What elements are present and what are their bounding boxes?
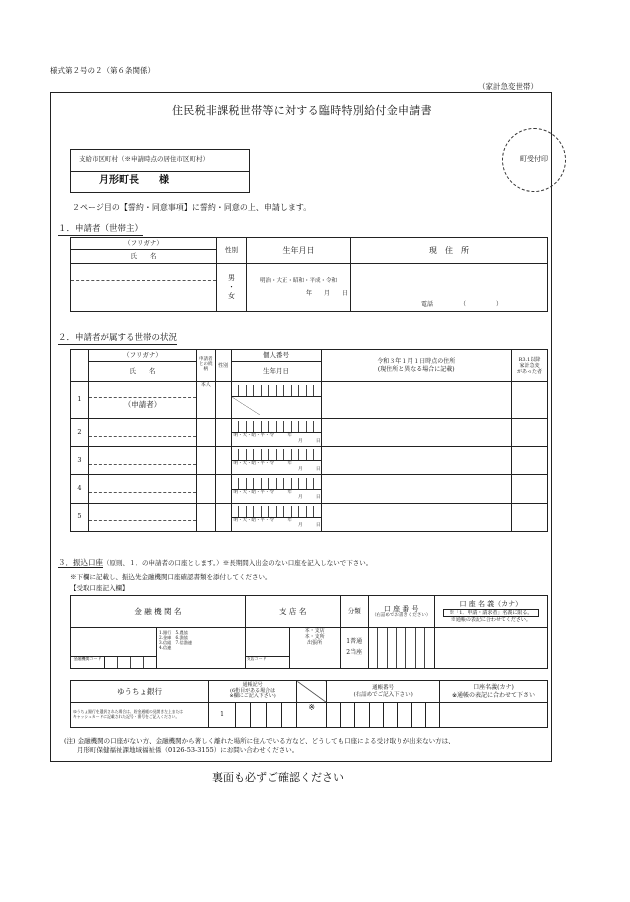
hh-birth-header: 生年月日 [231, 362, 321, 382]
member-address-cell[interactable] [321, 447, 512, 475]
acct-header-text: 口 座 番 号 [383, 604, 419, 613]
yucho-holder-input[interactable] [439, 703, 547, 728]
intro-text: ２ページ目の【誓約・同意事項】に誓約・同意の上、申請します。 [72, 203, 312, 212]
address-header: 現 住 所 [351, 238, 548, 264]
branch-header: 支 店 名 [245, 596, 340, 628]
yucho-number-cell[interactable] [355, 703, 369, 728]
branch-kind-options[interactable]: 本・支店 本・支所 出張所 [289, 628, 340, 669]
hh-furigana-header: （フリガナ） [89, 350, 197, 362]
yucho-table [70, 680, 548, 728]
month-day: 月 日 [298, 495, 321, 501]
row-number: 1 [71, 382, 89, 419]
member-change-cell[interactable] [512, 503, 548, 531]
category-label: （家計急変世帯） [478, 82, 538, 91]
addressee-box [70, 149, 250, 193]
bank-name-header: 金 融 機 関 名 [71, 596, 246, 628]
municipality-note: 支給市区町村（※申請時点の居住市区町村） [71, 150, 249, 172]
yucho-number-cell[interactable] [341, 703, 355, 728]
holder-note-2: ※通帳の表記に合わせてください。 [450, 616, 531, 623]
jan2021-address-header: 令和３年１月１日時点の住所 (現住所と異なる場合に記載) [321, 350, 512, 382]
member-gender-cell[interactable] [215, 418, 231, 446]
yucho-number-cell[interactable] [383, 703, 397, 728]
yucho-symbol-cell[interactable] [236, 703, 251, 728]
member-address-cell[interactable] [321, 503, 512, 531]
account-label: 【受取口座記入欄】 [70, 584, 129, 592]
yucho-number-cell[interactable] [397, 703, 411, 728]
yucho-number-cell[interactable] [327, 703, 341, 728]
date-fields: 年 月 日 [305, 289, 348, 297]
yucho-number-header: 通帳番号 (右詰めでご記入下さい) [327, 681, 440, 703]
member-id-cell[interactable] [231, 447, 321, 475]
member-gender-cell[interactable] [215, 382, 231, 419]
holder-note-1: ※「1．申請・請求者」名義に限る。 [443, 609, 539, 617]
section2-heading: ２．申請者が属する世帯の状況 [58, 333, 177, 345]
member-id-cell[interactable] [231, 475, 321, 503]
name-header: 氏 名 [71, 250, 217, 264]
hh-gender-header: 性別 [215, 350, 231, 382]
yucho-symbol-first: 1 [209, 703, 236, 728]
section3-title: ３．振込口座 [58, 558, 103, 567]
gender-header: 性別 [217, 238, 247, 264]
era-options: 明・大・昭・平・令 年 [233, 489, 292, 495]
holder-header-text: 口 座 名 義（カナ） [459, 600, 523, 609]
member-gender-cell[interactable] [215, 475, 231, 503]
reception-stamp [502, 128, 566, 192]
row-number: 4 [71, 475, 89, 503]
yucho-number-cell[interactable] [425, 703, 439, 728]
row-number: 3 [71, 447, 89, 475]
section3-heading [58, 558, 372, 568]
era-options: 明・大・昭・平・令 年 [233, 433, 292, 439]
acct-header-note: （右詰めでお書きください） [371, 613, 431, 618]
self-relation: 本人 [197, 382, 216, 419]
relation-header: 申請者 との続 柄 [197, 350, 216, 382]
account-type-options[interactable]: 1普通 2当座 [340, 628, 368, 669]
furigana-header: （フリガナ） [71, 238, 217, 250]
yucho-holder-header: 口座名義(カナ) ※通帳の表記に合わせて下さい [439, 681, 547, 703]
yucho-mark[interactable]: ※ [297, 703, 327, 728]
member-name-cell[interactable] [89, 447, 197, 475]
hh-name-header: 氏 名 [89, 362, 197, 382]
branch-code-label: 支店コード [246, 656, 289, 668]
applicant-table [70, 237, 548, 312]
yucho-symbol-cell[interactable] [251, 703, 266, 728]
holder-input[interactable] [434, 628, 547, 669]
yucho-symbol-header: 通帳記号 (6桁目がある場合は ※欄にご記入下さい) [209, 681, 297, 703]
bank-kind-options[interactable]: 1.銀行 5.農協 2.金庫 6.漁協 3.信組 7.信漁連 4.信連 [157, 628, 246, 669]
change-header: R3.1以降 家計急変 があった者 [512, 350, 548, 382]
member-relation-cell[interactable] [197, 503, 216, 531]
stamp-label: 町受付印 [520, 155, 548, 163]
month-day: 月 日 [298, 466, 321, 472]
account-number-input[interactable] [368, 628, 434, 669]
member-id-cell[interactable] [231, 382, 321, 419]
birthdate-cell[interactable] [247, 264, 351, 312]
back-notice: 裏面も必ずご確認ください [212, 771, 344, 784]
member-id-cell[interactable] [231, 418, 321, 446]
phone-field: 電話 （ ） [421, 301, 503, 309]
member-change-cell[interactable] [512, 418, 548, 446]
member-name-cell[interactable] [89, 503, 197, 531]
section1-heading: １．申請者（世帯主） [58, 224, 143, 236]
row-number: 5 [71, 503, 89, 531]
member-name-cell[interactable] [89, 418, 197, 446]
mayor-name: 月形町長 様 [99, 175, 169, 186]
member-change-cell[interactable] [512, 475, 548, 503]
section3-note: （原則、１．の申請者の口座とします。）※長期間入出金のない口座を記入しないで下さい。 [103, 559, 373, 567]
footnote: (注) 金融機関の口座がない方、金融機関から著しく離れた場所に住んでいる方など、どうしても口座による受け取りが出来ない方は、 月形町保健福祉課地域福祉係（0126-53-3155）にお問い合わせください。 [64, 737, 455, 755]
self-label: （申請者） [123, 400, 162, 410]
member-name-cell[interactable] [89, 382, 197, 419]
member-gender-cell[interactable] [215, 503, 231, 531]
branch-name-input[interactable] [245, 628, 289, 669]
era-options: 明治・大正・昭和・平成・令和 [259, 277, 337, 284]
yucho-symbol-cell[interactable] [281, 703, 296, 728]
type-header: 分類 [340, 596, 368, 628]
bank-code-label: 金融機関コード [71, 657, 105, 668]
member-relation-cell[interactable] [197, 475, 216, 503]
applicant-name-cell[interactable] [71, 264, 217, 312]
month-day: 月 日 [298, 523, 321, 529]
yucho-note: ゆうちょ銀行を選択された場合は、貯金通帳の見開き左上または キャッシュカードに記載された記号・番号をご記入ください。 [71, 703, 209, 728]
household-table [70, 349, 548, 532]
member-relation-cell[interactable] [197, 418, 216, 446]
yucho-number-cell[interactable] [411, 703, 425, 728]
form-title: 住民税非課税世帯等に対する臨時特別給付金申請書 [172, 104, 432, 117]
member-name-cell[interactable] [89, 475, 197, 503]
era-options: 明・大・昭・平・令 年 [233, 461, 292, 467]
bank-name-input[interactable] [71, 628, 157, 669]
member-address-cell[interactable] [321, 382, 512, 419]
member-change-cell[interactable] [512, 447, 548, 475]
member-address-cell[interactable] [321, 475, 512, 503]
member-id-cell[interactable] [231, 503, 321, 531]
member-relation-cell[interactable] [197, 447, 216, 475]
holder-header [434, 596, 547, 628]
era-options: 明・大・昭・平・令 年 [233, 517, 292, 523]
member-gender-cell[interactable] [215, 447, 231, 475]
account-no-header [368, 596, 434, 628]
birth-header: 生年月日 [247, 238, 351, 264]
row-number: 2 [71, 418, 89, 446]
member-address-cell[interactable] [321, 418, 512, 446]
month-day: 月 日 [298, 438, 321, 444]
form-number: 様式第２号の２（第６条関係） [50, 66, 155, 75]
yucho-symbol-cell[interactable] [266, 703, 281, 728]
attach-note: ※下欄に記載し、振込先金融機関口座確認書類を添付してください。 [70, 573, 272, 581]
bank-table [70, 595, 548, 669]
yucho-header: ゆうちょ銀行 [71, 681, 209, 703]
current-address-cell[interactable] [351, 264, 548, 312]
yucho-number-cell[interactable] [369, 703, 383, 728]
indiv-number-header: 個人番号 [231, 350, 321, 362]
gender-options[interactable]: 男 ・ 女 [217, 264, 247, 312]
member-change-cell[interactable] [512, 382, 548, 419]
